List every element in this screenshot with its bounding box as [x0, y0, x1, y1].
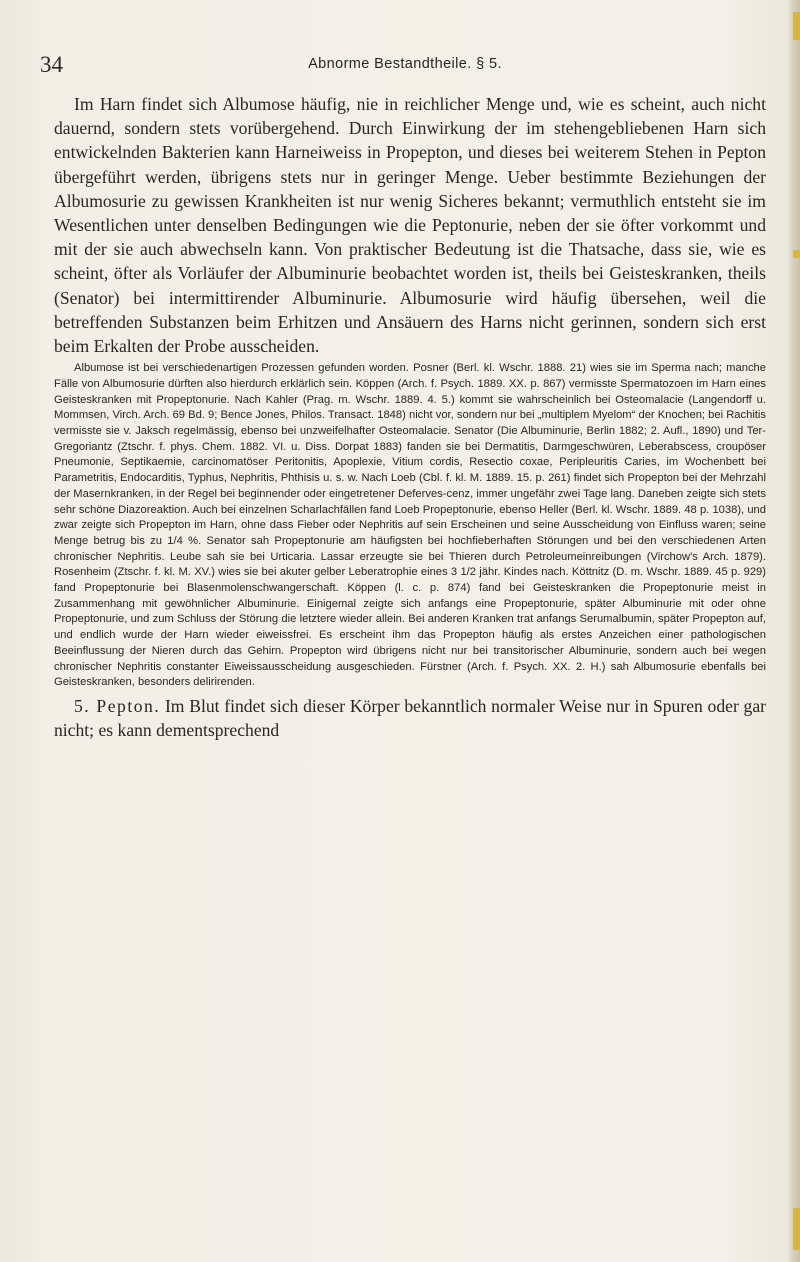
page-number: 34	[40, 52, 63, 77]
page-header	[40, 52, 770, 80]
page-edge-mark	[793, 1208, 800, 1250]
section-paragraph	[54, 694, 766, 742]
running-head: Abnorme Bestandtheile. § 5.	[308, 56, 502, 72]
page-edge-mark	[793, 250, 800, 258]
page-body	[54, 92, 766, 742]
main-paragraph: Im Harn findet sich Albumose häufig, nie in reichlicher Menge und, wie es scheint, auch nicht dauernd, sondern stets vorübergehend. Durch Einwirkung der im stehengebliebenen Harn sich entwickelnden Bakterien kann Harneiweiss in Propepton, und dieses bei weiterem Stehen in Pepton übergeführt werden, übrigens stets nur in geringer Menge. Ueber bestimmte Beziehungen der Albumosurie zu gewissen Krankheiten ist nur wenig Sicheres bekannt; vermuthlich entsteht sie im Wesentlichen unter denselben Bedingungen wie die Peptonurie, neben der sie öfter vorkommt und mit der sie auch abwechseln kann. Von praktischer Bedeutung ist die Thatsache, dass sie, wie es scheint, öfter als Vorläufer der Albuminurie beobachtet worden ist, theils bei Geisteskranken, theils (Senator) bei intermittirender Albuminurie. Albumosurie wird häufig übersehen, weil die betreffenden Substanzen beim Erhitzen und Ansäuern des Harns nicht gerinnen, sondern sich erst beim Erkalten der Probe ausscheiden.	[54, 94, 766, 357]
section-text: Im Blut findet sich dieser Körper bekanntlich normaler Weise nur in Spuren oder gar nicht; es kann dementsprechend	[54, 696, 766, 741]
section-heading: 5. Pepton.	[74, 696, 161, 716]
small-print-paragraph: Albumose ist bei verschiedenartigen Prozessen gefunden worden. Posner (Berl. kl. Wschr. 1888. 21) wies sie im Sperma nach; manche Fälle von Albumosurie dürften also hierdurch erklärlich sein. Köppen (Arch. f. Psych. 1889. XX. p. 867) vermisste Spermatozoen im Harn eines Geisteskranken mit Propeptonurie. Nach Kahler (Prag. m. Wschr. 1889. 4. 5.) kommt sie wahrscheinlich bei Osteomalacie (Langendorff u. Mommsen, Virch. Arch. 69 Bd. 9; Bence Jones, Philos. Transact. 1848) nicht vor, sondern nur bei „multiplem Myelom“ der Knochen; bei Rachitis vermisste sie v. Jaksch regelmässig, ebenso bei unzweifelhafter Osteomalacie. Senator (Die Albuminurie, Berlin 1882; 2. Aufl., 1890) und Ter-Gregoriantz (Ztschr. f. phys. Chem. 1882. VI. u. Diss. Dorpat 1883) fanden sie bei Dermatitis, Darmgeschwüren, Leberabscess, croupöser Pneumonie, Septikaemie, carcinomatöser Peritonitis, Apoplexie, Vitium cordis, Resectio coxae, Peripleuritis Caries, im Wochenbett bei Parametritis, Endocarditis, Typhus, Nephritis, Phthisis u. s. w. Nach Loeb (Cbl. f. kl. M. 1889. 15. p. 261) findet sich Propepton bei der Mehrzahl der Masernkranken, in der Regel bei beginnender oder eingetretener Deferves-cenz, immer ungefähr zwei Tage lang. Daneben zeigte sich stets sehr schöne Diazoreaktion. Auch bei einzelnen Scharlachfällen fand Loeb Propeptonurie, ebenso Heller (Berl. kl. Wschr. 1889. 48 p. 1038), und zwar zeigte sich Propepton im Harn, ohne dass Fieber oder Nephritis auf sein Erscheinen und seine Ausscheidung von Einfluss waren; seine Menge betrug bis zu 1/4 %. Senator sah Propeptonurie am häufigsten bei hochfieberhaften Störungen und bei den verschiedenen Arten chronischer Nephritis. Leube sah sie bei Urticaria. Lassar erzeugte sie bei Thieren durch Petroleumeinreibungen (Virchow's Arch. 1879). Rosenheim (Ztschr. f. kl. M. XV.) wies sie bei akuter gelber Leberatrophie eines 3 1/2 jähr. Kindes nach. Köttnitz (D. m. Wschr. 1889. 45 p. 929) fand Propeptonurie bei Blasenmolenschwangerschaft. Köppen (l. c. p. 874) fand bei Geisteskranken die Propeptonurie meist in Zusammenhang mit gewöhnlicher Albuminurie. Einigemal zeigte sich anfangs eine Propeptonurie, später Albuminurie mit oder ohne Propeptonurie, und zum Schluss der Störung die letztere wieder allein. Bei anderen Kranken trat anfangs Serumalbumin, später Propepton auf, und endlich wurde der Harn wieder eiweissfrei. Es erscheint ihm das Propepton häufig als erstes Anzeichen einer pathologischen Beeinflussung der Nieren durch das Gehirn. Propepton wird übrigens nicht nur bei transitorischer Albuminurie, sondern auch bei wegen chronischer Nephritis constanter Eiweissausscheidung ausgeschieden. Fürstner (Arch. f. Psych. XX. 2. H.) sah Albumosurie ebenfalls bei Geisteskranken, besonders delirirenden.	[54, 362, 766, 689]
page-edge-mark	[793, 12, 800, 40]
page-edge	[786, 0, 800, 1262]
